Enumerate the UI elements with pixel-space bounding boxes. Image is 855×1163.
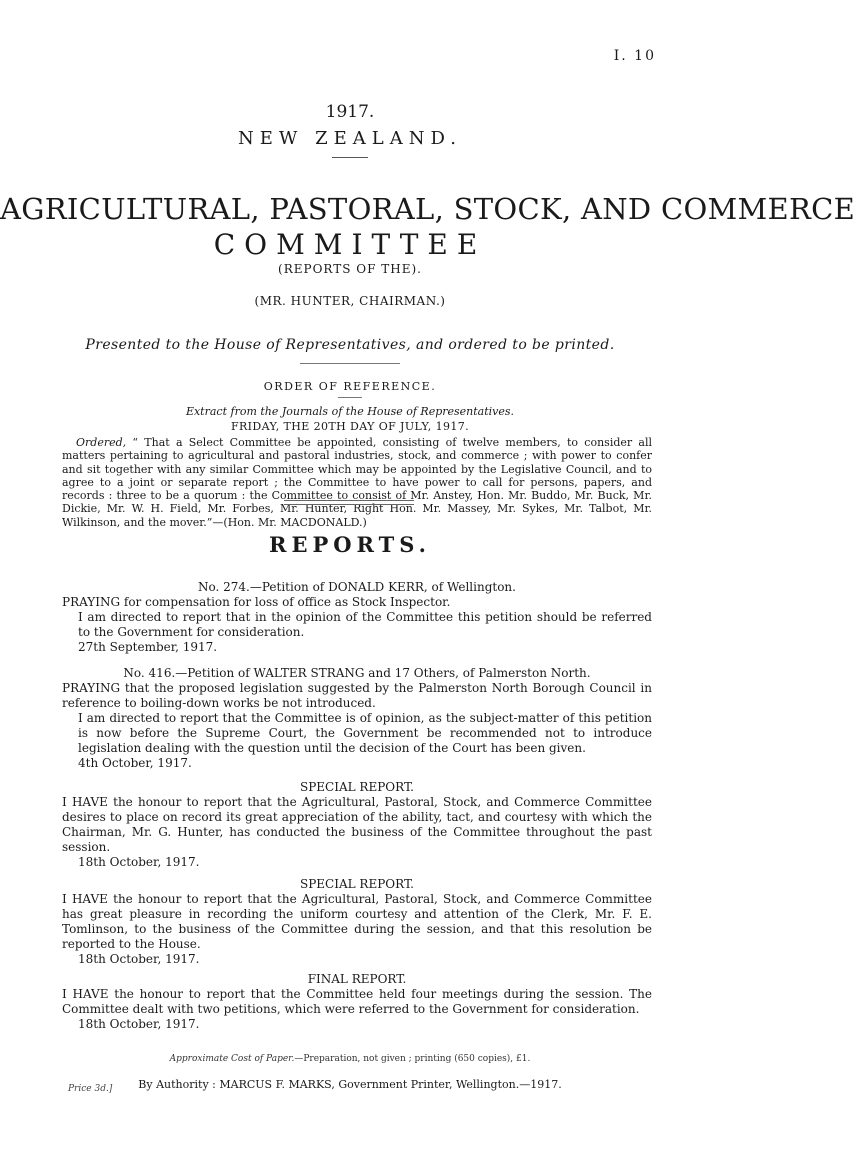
report-body: [62, 987, 652, 1017]
report-date: 18th October, 1917.: [78, 952, 200, 966]
report-body: I am directed to report that in the opinion of the Committee this petition should be referred to the Government for consideration.: [78, 610, 652, 639]
report-text: the honour to report that the Agricultural, Pastoral, Stock, and Commerce Committee has great pleasure in recording the uniform courtesy and attention of the Clerk, Mr. F. E. Tomlinson, to the business of the Committee during the session, and that this resolution be reported to the House.: [62, 892, 652, 951]
report-text: the honour to report that the Committee held four meetings during the session. The Committee dealt with two petitions, which were referred to the Government for consideration.: [62, 987, 652, 1016]
special-report-heading: SPECIAL REPORT.: [299, 877, 414, 891]
divider: [300, 363, 400, 364]
printer-imprint: By Authority : MARCUS F. MARKS, Government Printer, Wellington.—1917.: [138, 1078, 562, 1091]
prayer-lead: PRAYING: [62, 595, 121, 609]
order-date: FRIDAY, THE 20TH DAY OF JULY, 1917.: [230, 420, 470, 433]
petition-prayer: [62, 681, 652, 711]
report-body: [62, 892, 652, 952]
presented-statement: Presented to the House of Representatives, and ordered to be printed.: [85, 337, 615, 353]
divider-short: [332, 157, 368, 158]
document-subtitle: (REPORTS OF THE).: [278, 262, 422, 276]
order-body-text: “ That a Select Committee be appointed, consisting of twelve members, to consider all matters pertaining to agricultural and pastoral industries, stock, and commerce ; with power to confer and sit together with any similar Committee which may be appointed by the Legislative Council, and to agree to a joint or separate report ; the Committee to have power to call for persons, papers, and records : three to be a quorum : the Committee to consist of Mr. Anstey, Hon. Mr. Buddo, Mr. Buck, Mr. Dickie, Mr. W. H. Field, Mr. Forbes, Mr. Hunter, Right Hon. Mr. Massey, Mr. Sykes, Mr. Talbot, Mr. Wilkinson, and the mover.”—(Hon. Mr. MACDONALD.): [62, 436, 652, 529]
final-report-heading: FINAL REPORT.: [307, 972, 407, 986]
divider-short: [338, 397, 362, 398]
chairman-line: (MR. HUNTER, CHAIRMAN.): [254, 294, 446, 308]
ordered-lead: Ordered,: [76, 436, 127, 449]
parliamentary-paper-reference: I. 10: [613, 48, 656, 64]
document-year: 1917.: [325, 102, 375, 122]
petition-416-section: [62, 666, 652, 771]
report-lead: I HAVE: [62, 892, 108, 906]
reports-heading: REPORTS.: [269, 532, 431, 557]
prayer-lead: PRAYING: [62, 681, 121, 695]
prayer-text: for compensation for loss of office as Stock Inspector.: [123, 595, 451, 609]
double-rule-bottom: [284, 504, 414, 505]
final-report: [62, 972, 652, 1032]
report-text: the honour to report that the Agricultural, Pastoral, Stock, and Commerce Committee desires to place on record its great appreciation of the ability, tact, and courtesy with which the Chairman, Mr. G. Hunter, has conducted the business of the Committee throughout the past session.: [62, 795, 652, 854]
petition-274-section: [62, 580, 652, 655]
petition-heading: No. 274.—Petition of DONALD KERR, of Wellington.: [198, 580, 516, 594]
report-date: 18th October, 1917.: [78, 855, 200, 869]
report-lead: I HAVE: [62, 987, 109, 1001]
report-body: [62, 795, 652, 855]
order-of-reference-text: [62, 436, 652, 529]
special-report-chairman: [62, 780, 652, 870]
petition-prayer: [62, 595, 652, 610]
cost-label: Approximate Cost of Paper.: [169, 1054, 295, 1064]
report-date: 4th October, 1917.: [78, 756, 192, 770]
petition-heading: No. 416.—Petition of WALTER STRANG and 17 Others, of Palmerston North.: [123, 666, 591, 680]
report-body: I am directed to report that the Committee is of opinion, as the subject-matter of this petition is now before the Supreme Court, the Government be recommended not to introduce legislation dealing with the question until the decision of the Court has been given.: [78, 711, 652, 755]
special-report-heading: SPECIAL REPORT.: [299, 780, 414, 794]
double-rule-top: [284, 500, 414, 501]
printing-cost-note: [0, 1054, 700, 1064]
prayer-text: that the proposed legislation suggested by the Palmerston North Borough Council in reference to boiling-down works be not introduced.: [62, 681, 652, 710]
order-of-reference-heading: ORDER OF REFERENCE.: [263, 380, 437, 393]
journal-extract-line: Extract from the Journals of the House of Representatives.: [185, 405, 515, 418]
price-note: Price 3d.]: [68, 1084, 113, 1094]
report-date: 18th October, 1917.: [78, 1017, 200, 1031]
special-report-clerk: [62, 877, 652, 967]
report-lead: I HAVE: [62, 795, 108, 809]
report-date: 27th September, 1917.: [78, 640, 218, 654]
country-heading: NEW ZEALAND.: [238, 128, 462, 149]
document-title-line-2: COMMITTEE: [213, 228, 487, 261]
cost-value: —Preparation, not given ; printing (650 copies), £1.: [294, 1054, 531, 1064]
document-title-line-1: AGRICULTURAL, PASTORAL, STOCK, AND COMMERCE: [0, 192, 855, 226]
